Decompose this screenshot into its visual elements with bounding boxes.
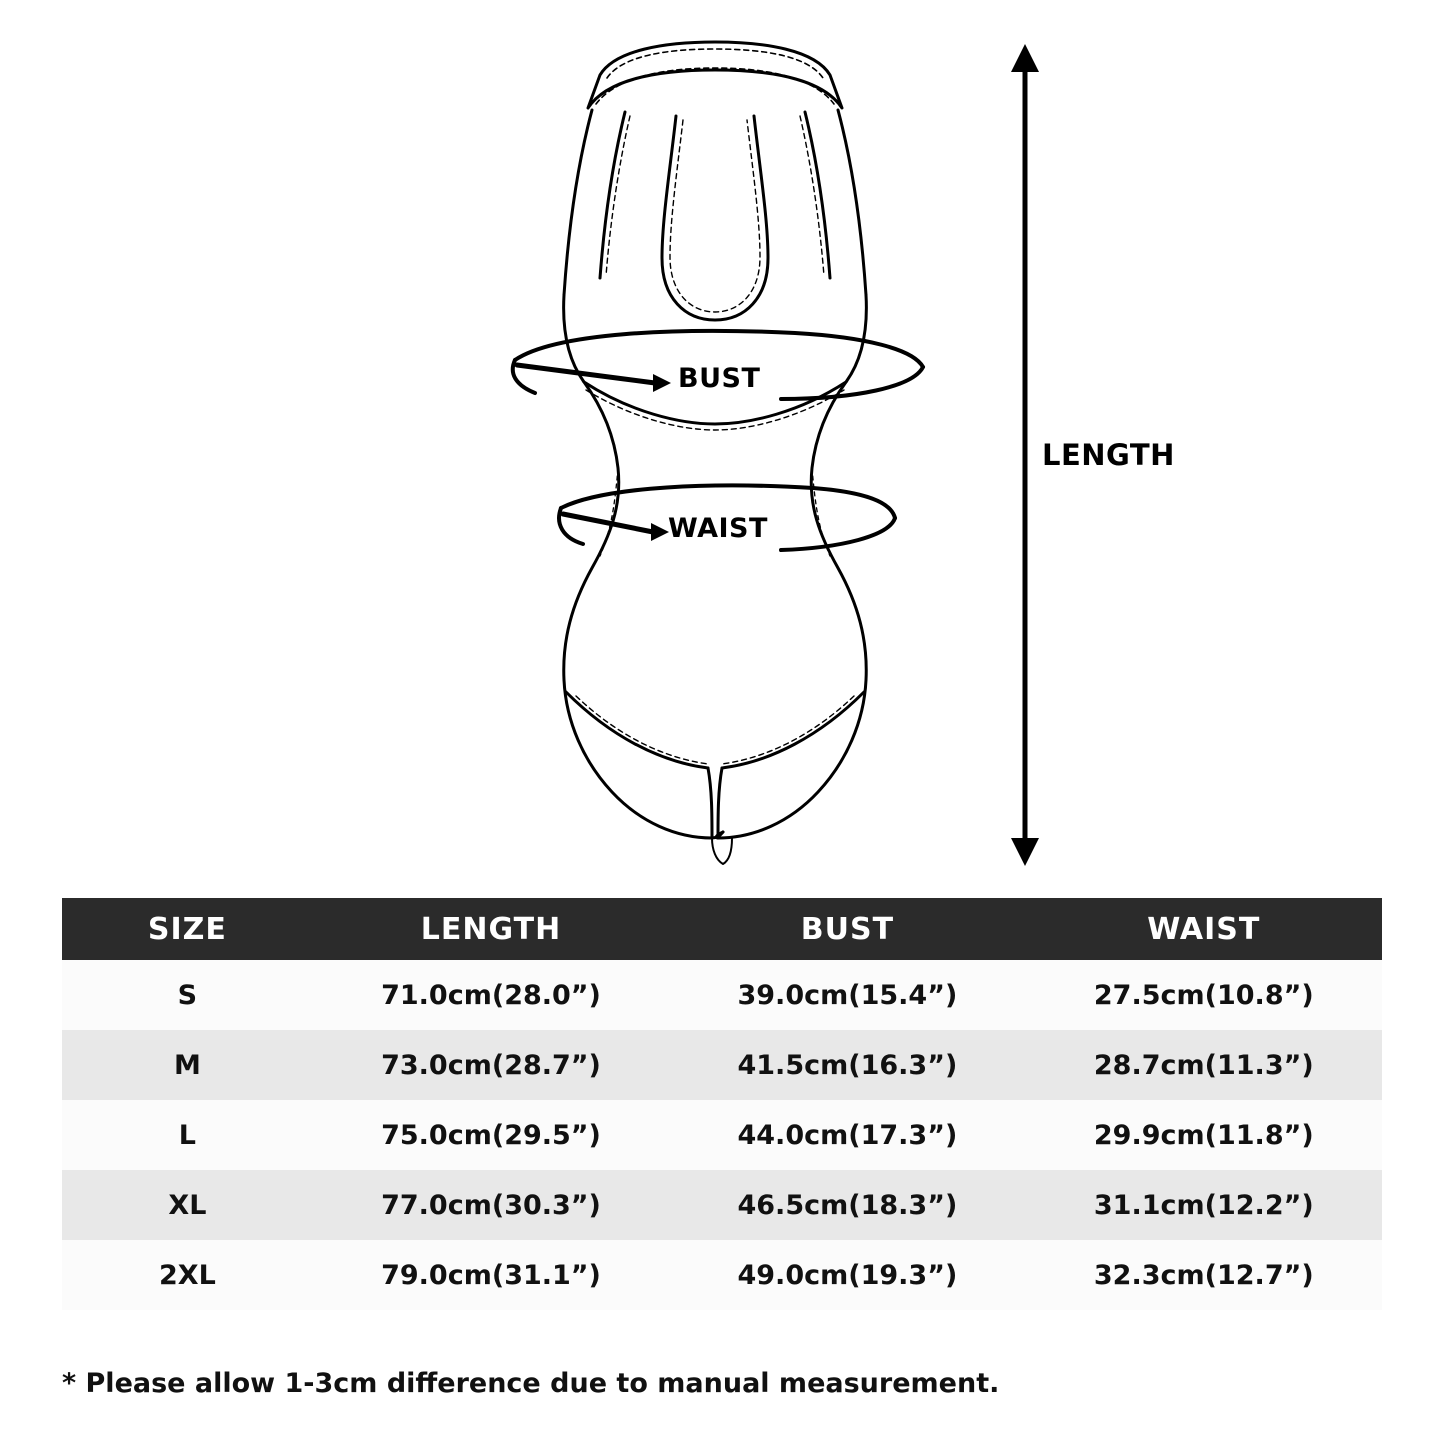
header-waist: WAIST xyxy=(1026,898,1382,960)
table-row xyxy=(62,1100,1382,1170)
cell-length: 71.0cm(28.0”) xyxy=(313,960,669,1030)
table-row xyxy=(62,1240,1382,1310)
cell-size: S xyxy=(62,960,313,1030)
cell-length: 75.0cm(29.5”) xyxy=(313,1100,669,1170)
cell-waist: 29.9cm(11.8”) xyxy=(1026,1100,1382,1170)
cell-size: 2XL xyxy=(62,1240,313,1310)
cell-bust: 39.0cm(15.4”) xyxy=(669,960,1025,1030)
cell-length: 77.0cm(30.3”) xyxy=(313,1170,669,1240)
cell-waist: 27.5cm(10.8”) xyxy=(1026,960,1382,1030)
length-label: LENGTH xyxy=(1042,438,1175,472)
header-size: SIZE xyxy=(62,898,313,960)
cell-waist: 32.3cm(12.7”) xyxy=(1026,1240,1382,1310)
cell-waist: 28.7cm(11.3”) xyxy=(1026,1030,1382,1100)
cell-bust: 46.5cm(18.3”) xyxy=(669,1170,1025,1240)
cell-waist: 31.1cm(12.2”) xyxy=(1026,1170,1382,1240)
cell-size: XL xyxy=(62,1170,313,1240)
header-length: LENGTH xyxy=(313,898,669,960)
table-header-row xyxy=(62,898,1382,960)
bust-label: BUST xyxy=(678,363,761,394)
cell-bust: 41.5cm(16.3”) xyxy=(669,1030,1025,1100)
cell-bust: 44.0cm(17.3”) xyxy=(669,1100,1025,1170)
cell-length: 79.0cm(31.1”) xyxy=(313,1240,669,1310)
cell-bust: 49.0cm(19.3”) xyxy=(669,1240,1025,1310)
size-chart-table xyxy=(62,898,1382,1310)
swimsuit-illustration xyxy=(480,20,950,880)
cell-size: L xyxy=(62,1100,313,1170)
table-row xyxy=(62,1030,1382,1100)
cell-length: 73.0cm(28.7”) xyxy=(313,1030,669,1100)
table-row xyxy=(62,1170,1382,1240)
table-row xyxy=(62,960,1382,1030)
cell-size: M xyxy=(62,1030,313,1100)
measurement-footnote: * Please allow 1-3cm difference due to manual measurement. xyxy=(62,1368,1000,1399)
waist-label: WAIST xyxy=(668,513,768,544)
header-bust: BUST xyxy=(669,898,1025,960)
